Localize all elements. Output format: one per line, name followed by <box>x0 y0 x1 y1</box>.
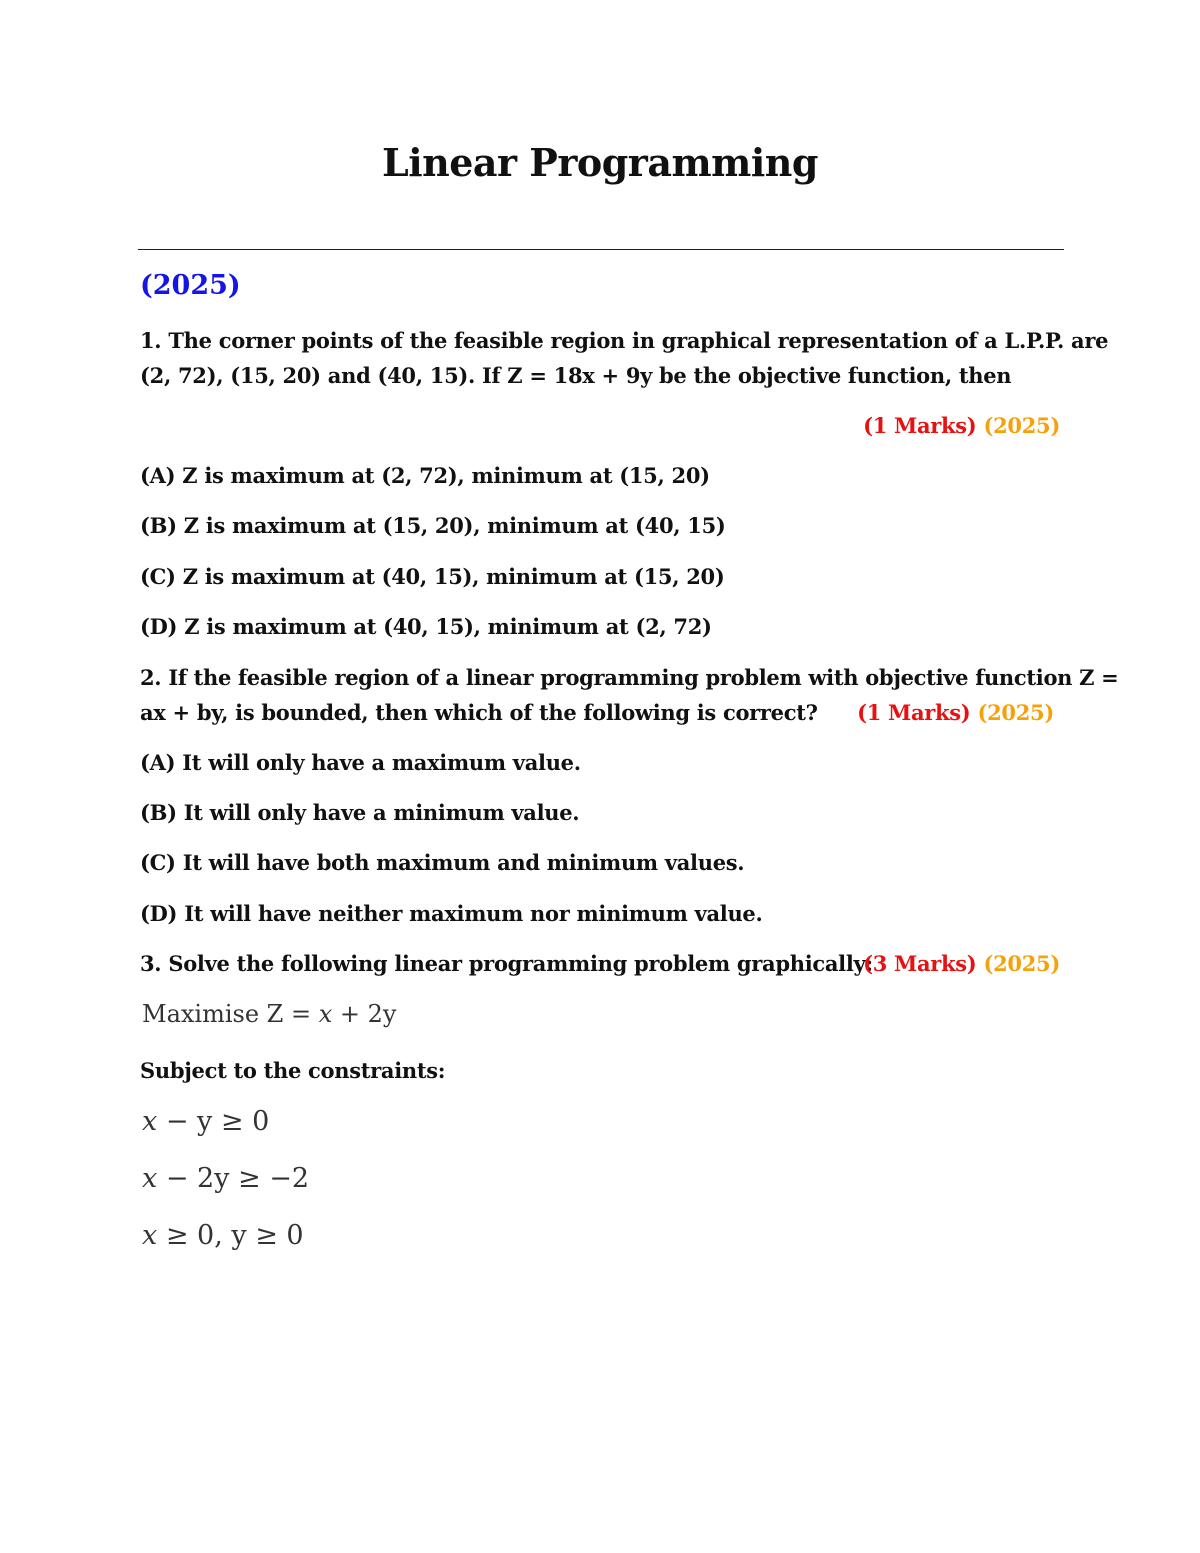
question-3-line-1 <box>140 951 873 976</box>
question-2-option-c: (C) It will have both maximum and minimum values. <box>140 850 745 875</box>
title-divider <box>138 249 1064 250</box>
constraint-1-var: x <box>142 1106 158 1137</box>
question-2-option-b: (B) It will only have a minimum value. <box>140 800 580 825</box>
objective-suffix: + 2y <box>332 1000 397 1028</box>
question-3-number: 3. <box>140 951 162 976</box>
constraint-2-rest: − 2y ≥ −2 <box>157 1163 310 1194</box>
question-3-year-label: (2025) <box>983 951 1060 976</box>
question-3-objective <box>142 1000 396 1028</box>
question-2-text-2: ax + by, is bounded, then which of the following is correct? <box>140 700 818 725</box>
constraint-3 <box>142 1220 304 1251</box>
section-year-heading: (2025) <box>140 270 241 301</box>
constraint-2 <box>142 1163 309 1194</box>
question-1-number: 1. <box>140 328 162 353</box>
question-1-option-d: (D) Z is maximum at (40, 15), minimum at (2, 72) <box>140 614 712 639</box>
question-2-marks-label: (1 Marks) <box>857 700 971 725</box>
question-3-marks <box>863 951 1060 976</box>
objective-var: x <box>318 1000 333 1028</box>
question-1-option-b: (B) Z is maximum at (15, 20), minimum at (40, 15) <box>140 513 726 538</box>
question-2-line-1 <box>140 665 1118 690</box>
question-2-option-d: (D) It will have neither maximum nor minimum value. <box>140 901 763 926</box>
question-1-option-c: (C) Z is maximum at (40, 15), minimum at (15, 20) <box>140 564 725 589</box>
question-1-line-1 <box>140 328 1108 353</box>
question-3-marks-label: (3 Marks) <box>863 951 977 976</box>
question-2-text-1: If the feasible region of a linear programming problem with objective function Z = <box>168 665 1119 690</box>
question-1-text-2: (2, 72), (15, 20) and (40, 15). If Z = 18x + 9y be the objective function, then <box>140 363 1012 388</box>
question-2-option-a: (A) It will only have a maximum value. <box>140 750 581 775</box>
question-2-marks <box>857 700 1054 725</box>
question-2-year-label: (2025) <box>977 700 1054 725</box>
objective-prefix: Maximise Z = <box>142 1000 319 1028</box>
question-1-marks-label: (1 Marks) <box>863 413 977 438</box>
constraint-1 <box>142 1106 269 1137</box>
constraint-2-var: x <box>142 1163 158 1194</box>
question-2-number: 2. <box>140 665 162 690</box>
question-1-text-1: The corner points of the feasible region in graphical representation of a L.P.P. are <box>168 328 1109 353</box>
question-3-text-1: Solve the following linear programming problem graphically: <box>168 951 873 976</box>
question-3-constraints-label: Subject to the constraints: <box>140 1058 446 1083</box>
question-1-option-a: (A) Z is maximum at (2, 72), minimum at (15, 20) <box>140 463 710 488</box>
question-1-year-label: (2025) <box>983 413 1060 438</box>
constraint-1-rest: − y ≥ 0 <box>157 1106 270 1137</box>
page-title: Linear Programming <box>381 140 819 185</box>
question-1-marks <box>863 413 1060 438</box>
constraint-3-rest: ≥ 0, y ≥ 0 <box>157 1220 304 1251</box>
constraint-3-var: x <box>142 1220 158 1251</box>
